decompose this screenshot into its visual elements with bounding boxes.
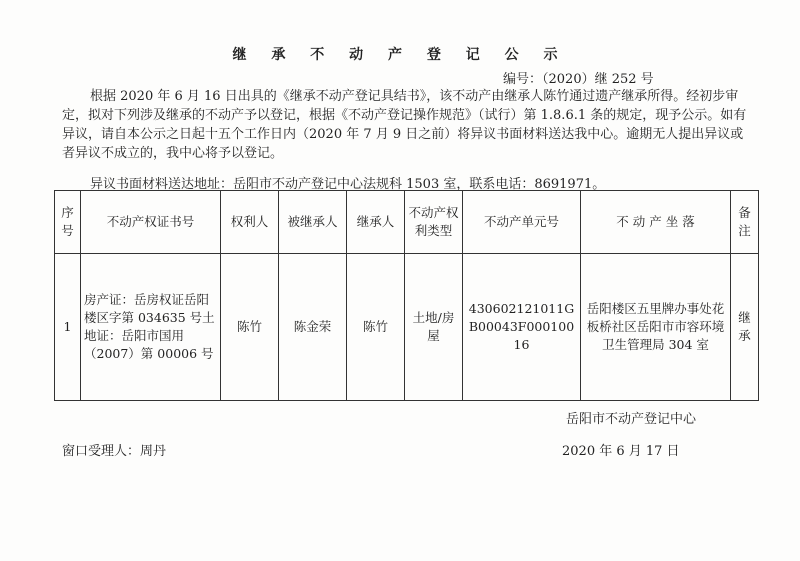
- table-header-row: [55, 191, 759, 254]
- cell-right-type: 土地/房屋: [405, 254, 463, 401]
- header-unit-no: 不动产单元号: [463, 191, 581, 254]
- header-cert: 不动产权证书号: [81, 191, 221, 254]
- cell-location: 岳阳楼区五里牌办事处花板桥社区岳阳市市容环境卫生管理局 304 室: [581, 254, 731, 401]
- header-right-type: 不动产权利类型: [405, 191, 463, 254]
- property-table: [54, 190, 759, 401]
- document-number: 编号：（2020）继 252 号: [503, 72, 654, 87]
- header-no: 序号: [55, 191, 81, 254]
- cell-holder: 陈竹: [221, 254, 279, 401]
- window-receiver: 窗口受理人：周丹: [62, 444, 167, 459]
- cell-remark: 继承: [731, 254, 759, 401]
- page-title: 继 承 不 动 产 登 记 公 示: [232, 47, 568, 63]
- header-holder: 权利人: [221, 191, 279, 254]
- cell-heir: 陈竹: [347, 254, 405, 401]
- issuing-organization: 岳阳市不动产登记中心: [566, 412, 697, 427]
- table-row: [55, 254, 759, 401]
- header-remark: 备注: [731, 191, 759, 254]
- cell-no: 1: [55, 254, 81, 401]
- header-heir: 继承人: [347, 191, 405, 254]
- header-location: 不 动 产 坐 落: [581, 191, 731, 254]
- issue-date: 2020 年 6 月 17 日: [562, 444, 680, 459]
- header-decedent: 被继承人: [279, 191, 347, 254]
- cell-decedent: 陈金荣: [279, 254, 347, 401]
- cell-cert: 房产证：岳房权证岳阳楼区字第 034635 号土地证：岳阳市国用（2007）第 00006 号: [81, 254, 221, 401]
- cell-unit-no: 430602121011GB00043F00010016: [463, 254, 581, 401]
- notice-paragraph: 根据 2020 年 6 月 16 日出具的《继承不动产登记具结书》，该不动产由继承人陈竹通过遗产继承所得。经初步审定，拟对下列涉及继承的不动产予以登记，根据《不动产登记操作规范》（试行）第 1.8.6.1 条的规定，现予公示。如有异议，请自本公示之日起十五个工作日内（2020 年 7 月 9 日之前）将异议书面材料送达我中心。逾期无人提出异议或者异议不成立的，我中心将予以登记。: [62, 89, 747, 161]
- objection-address: 异议书面材料送达地址：岳阳市不动产登记中心法规科 1503 室，联系电话：8691971。: [90, 177, 606, 192]
